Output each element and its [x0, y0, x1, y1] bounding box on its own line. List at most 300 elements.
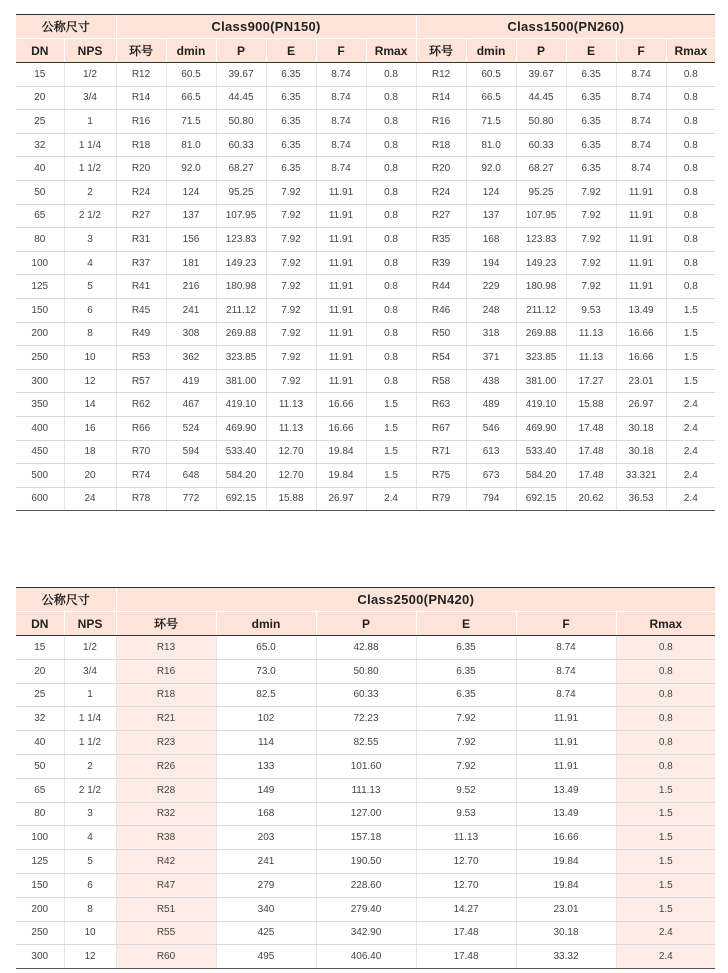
table-cell: 11.13 — [266, 393, 316, 417]
table-cell: 150 — [16, 298, 64, 322]
table-cell: 7.92 — [266, 298, 316, 322]
table-cell: 0.8 — [666, 275, 715, 299]
table-cell: 0.8 — [616, 731, 715, 755]
table-row — [16, 298, 715, 322]
table-cell: 350 — [16, 393, 64, 417]
table-cell: 107.95 — [516, 204, 566, 228]
table-cell: 648 — [166, 464, 216, 488]
table-cell: 318 — [466, 322, 516, 346]
table-cell: 7.92 — [266, 346, 316, 370]
table-cell: 20 — [64, 464, 116, 488]
table-cell: 0.8 — [666, 251, 715, 275]
table-cell: 9.53 — [416, 802, 516, 826]
table-cell: 181 — [166, 251, 216, 275]
table-row — [16, 707, 715, 731]
table-cell: 6.35 — [416, 659, 516, 683]
column-header: F — [316, 39, 366, 63]
table-cell: 111.13 — [316, 778, 416, 802]
table-cell: 30.18 — [616, 440, 666, 464]
table-cell: 5 — [64, 850, 116, 874]
table-cell: R18 — [116, 133, 166, 157]
table-cell: R39 — [416, 251, 466, 275]
table-cell: R12 — [416, 63, 466, 87]
table-cell: 20 — [16, 86, 64, 110]
column-header: E — [416, 612, 516, 636]
table-cell: 16.66 — [516, 826, 616, 850]
table-cell: 7.92 — [266, 322, 316, 346]
table-cell: 8.74 — [316, 110, 366, 134]
table-cell: 0.8 — [366, 298, 416, 322]
table-cell: 0.8 — [366, 369, 416, 393]
table-row — [16, 850, 715, 874]
table-cell: 692.15 — [216, 487, 266, 511]
table-cell: 0.8 — [666, 157, 715, 181]
table-cell: 1 1/4 — [64, 133, 116, 157]
table-cell: 673 — [466, 464, 516, 488]
table-cell: 584.20 — [216, 464, 266, 488]
table-cell: 16.66 — [616, 322, 666, 346]
table-cell: R16 — [116, 659, 216, 683]
table-cell: 1.5 — [666, 298, 715, 322]
column-header: P — [516, 39, 566, 63]
table-cell: R60 — [116, 945, 216, 969]
table-cell: 11.91 — [616, 180, 666, 204]
table-cell: 123.83 — [216, 228, 266, 252]
column-header: E — [266, 39, 316, 63]
table-cell: 12.70 — [416, 850, 516, 874]
table-cell: 4 — [64, 826, 116, 850]
table-cell: 13.49 — [516, 802, 616, 826]
table-cell: 241 — [166, 298, 216, 322]
table-cell: R55 — [116, 921, 216, 945]
column-header: DN — [16, 612, 64, 636]
table-cell: 200 — [16, 322, 64, 346]
table-cell: 4 — [64, 251, 116, 275]
table-cell: 7.92 — [566, 275, 616, 299]
table-cell: R41 — [116, 275, 166, 299]
table-cell: 6.35 — [266, 157, 316, 181]
table-cell: 0.8 — [366, 180, 416, 204]
table-cell: 2 — [64, 754, 116, 778]
column-header: NPS — [64, 612, 116, 636]
table-cell: 15 — [16, 636, 64, 660]
table-cell: 2.4 — [666, 416, 715, 440]
table-cell: 168 — [466, 228, 516, 252]
table-cell: 250 — [16, 346, 64, 370]
table-cell: 250 — [16, 921, 64, 945]
table-row — [16, 464, 715, 488]
table-cell: 0.8 — [366, 63, 416, 87]
table-cell: 342.90 — [316, 921, 416, 945]
table-cell: 8.74 — [616, 110, 666, 134]
table-cell: 1.5 — [366, 464, 416, 488]
table-cell: 2.4 — [366, 487, 416, 511]
table-cell: R37 — [116, 251, 166, 275]
table-cell: 124 — [166, 180, 216, 204]
table-cell: 300 — [16, 369, 64, 393]
table-cell: 15 — [16, 63, 64, 87]
table-cell: 8.74 — [316, 157, 366, 181]
table-cell: 82.55 — [316, 731, 416, 755]
table-cell: 0.8 — [666, 86, 715, 110]
table-cell: 425 — [216, 921, 316, 945]
table-cell: 6.35 — [566, 110, 616, 134]
table2-body — [16, 636, 715, 969]
table-cell: 371 — [466, 346, 516, 370]
table-cell: 8.74 — [616, 133, 666, 157]
table-cell: 1.5 — [616, 873, 715, 897]
table-cell: 772 — [166, 487, 216, 511]
table-cell: R75 — [416, 464, 466, 488]
table-cell: 17.27 — [566, 369, 616, 393]
table-cell: R66 — [116, 416, 166, 440]
table-cell: 39.67 — [216, 63, 266, 87]
table-cell: 0.8 — [366, 275, 416, 299]
table-row — [16, 133, 715, 157]
column-header: Rmax — [666, 39, 715, 63]
table-cell: 6.35 — [416, 636, 516, 660]
table-cell: 81.0 — [466, 133, 516, 157]
table-cell: R20 — [416, 157, 466, 181]
table-cell: 20 — [16, 659, 64, 683]
table-cell: 19.84 — [516, 873, 616, 897]
table-cell: 68.27 — [216, 157, 266, 181]
table-cell: 0.8 — [666, 180, 715, 204]
table-cell: 419 — [166, 369, 216, 393]
table-cell: 12 — [64, 945, 116, 969]
table-cell: 60.5 — [166, 63, 216, 87]
table-cell: 613 — [466, 440, 516, 464]
table-cell: 8.74 — [616, 63, 666, 87]
table-cell: 92.0 — [466, 157, 516, 181]
table-cell: 80 — [16, 228, 64, 252]
table-cell: 11.91 — [316, 228, 366, 252]
table-cell: 1 1/4 — [64, 707, 116, 731]
table-cell: 0.8 — [366, 322, 416, 346]
table-cell: 216 — [166, 275, 216, 299]
table-cell: 12 — [64, 369, 116, 393]
table-cell: 65.0 — [216, 636, 316, 660]
table-cell: R71 — [416, 440, 466, 464]
table-cell: 16.66 — [616, 346, 666, 370]
table-cell: R63 — [416, 393, 466, 417]
table-cell: 533.40 — [216, 440, 266, 464]
table-cell: 25 — [16, 110, 64, 134]
table-row — [16, 346, 715, 370]
table-cell: R45 — [116, 298, 166, 322]
table-cell: 6.35 — [266, 110, 316, 134]
table-cell: R70 — [116, 440, 166, 464]
table-cell: 10 — [64, 921, 116, 945]
table-cell: 7.92 — [266, 204, 316, 228]
table-cell: 11.91 — [316, 298, 366, 322]
column-header: F — [616, 39, 666, 63]
table-cell: 6.35 — [566, 86, 616, 110]
table-cell: R49 — [116, 322, 166, 346]
table-cell: 6 — [64, 298, 116, 322]
table-cell: 241 — [216, 850, 316, 874]
table-cell: 16.66 — [316, 416, 366, 440]
ring-joint-table-class900-class1500 — [16, 14, 715, 511]
table-cell: 18 — [64, 440, 116, 464]
column-header: DN — [16, 39, 64, 63]
table-cell: 40 — [16, 731, 64, 755]
table-row — [16, 487, 715, 511]
table-cell: 1.5 — [366, 440, 416, 464]
table-cell: 2 1/2 — [64, 778, 116, 802]
table-cell: 32 — [16, 133, 64, 157]
table-cell: 469.90 — [516, 416, 566, 440]
table-cell: 323.85 — [216, 346, 266, 370]
table-cell: 0.8 — [666, 228, 715, 252]
column-header: 环号 — [116, 612, 216, 636]
table-cell: 149.23 — [216, 251, 266, 275]
table-cell: 26.97 — [316, 487, 366, 511]
table-cell: R57 — [116, 369, 166, 393]
table-cell: 66.5 — [466, 86, 516, 110]
table-cell: 469.90 — [216, 416, 266, 440]
table-cell: 6.35 — [566, 63, 616, 87]
table-cell: 26.97 — [616, 393, 666, 417]
table-cell: R67 — [416, 416, 466, 440]
table-row — [16, 180, 715, 204]
table-cell: 794 — [466, 487, 516, 511]
table-cell: 15.88 — [266, 487, 316, 511]
table-cell: 125 — [16, 275, 64, 299]
table-cell: 12.70 — [416, 873, 516, 897]
table-cell: 11.91 — [316, 204, 366, 228]
table-cell: 15.88 — [566, 393, 616, 417]
table1-body — [16, 63, 715, 511]
table-cell: R21 — [116, 707, 216, 731]
table-cell: R18 — [416, 133, 466, 157]
table-cell: 269.88 — [516, 322, 566, 346]
column-header: NPS — [64, 39, 116, 63]
table-cell: 19.84 — [516, 850, 616, 874]
class1500-header: Class1500(PN260) — [416, 15, 715, 39]
table-row — [16, 440, 715, 464]
table-cell: 1 1/2 — [64, 731, 116, 755]
table-cell: R35 — [416, 228, 466, 252]
table-cell: 3 — [64, 228, 116, 252]
table-cell: R47 — [116, 873, 216, 897]
table-cell: 5 — [64, 275, 116, 299]
table-cell: R13 — [116, 636, 216, 660]
table-cell: 20.62 — [566, 487, 616, 511]
table-row — [16, 802, 715, 826]
table-cell: 127.00 — [316, 802, 416, 826]
table-cell: 495 — [216, 945, 316, 969]
table-cell: R79 — [416, 487, 466, 511]
table-cell: 438 — [466, 369, 516, 393]
table-cell: 50.80 — [516, 110, 566, 134]
table-cell: R28 — [116, 778, 216, 802]
table-cell: 0.8 — [366, 110, 416, 134]
table-cell: R14 — [416, 86, 466, 110]
table-cell: 6 — [64, 873, 116, 897]
table-row — [16, 826, 715, 850]
table-cell: 133 — [216, 754, 316, 778]
table-cell: 1.5 — [616, 826, 715, 850]
table-cell: 381.00 — [516, 369, 566, 393]
table-row — [16, 86, 715, 110]
table-cell: 149 — [216, 778, 316, 802]
table-cell: 11.91 — [316, 180, 366, 204]
table-cell: 2.4 — [616, 921, 715, 945]
table-row — [16, 204, 715, 228]
table-cell: 23.01 — [616, 369, 666, 393]
table-cell: 323.85 — [516, 346, 566, 370]
table-cell: 0.8 — [616, 636, 715, 660]
table-cell: 124 — [466, 180, 516, 204]
table-cell: 32 — [16, 707, 64, 731]
table-cell: 3/4 — [64, 659, 116, 683]
table-cell: R42 — [116, 850, 216, 874]
table-cell: 248 — [466, 298, 516, 322]
table-cell: 71.5 — [466, 110, 516, 134]
table-row — [16, 659, 715, 683]
table-cell: 692.15 — [516, 487, 566, 511]
table-cell: 190.50 — [316, 850, 416, 874]
table-cell: 0.8 — [616, 754, 715, 778]
table-cell: 1 1/2 — [64, 157, 116, 181]
table-cell: 11.91 — [516, 754, 616, 778]
table-cell: 1/2 — [64, 63, 116, 87]
table-cell: 24 — [64, 487, 116, 511]
column-header: 环号 — [116, 39, 166, 63]
table-cell: 8.74 — [316, 63, 366, 87]
table-cell: 269.88 — [216, 322, 266, 346]
table-cell: R27 — [416, 204, 466, 228]
table-row — [16, 731, 715, 755]
table-cell: 2.4 — [616, 945, 715, 969]
table-cell: 137 — [166, 204, 216, 228]
table-cell: 180.98 — [216, 275, 266, 299]
table-cell: 8 — [64, 897, 116, 921]
table-cell: 16.66 — [316, 393, 366, 417]
table-cell: R26 — [116, 754, 216, 778]
table-cell: 14.27 — [416, 897, 516, 921]
column-header: F — [516, 612, 616, 636]
table-row — [16, 251, 715, 275]
table-cell: 149.23 — [516, 251, 566, 275]
table-cell: 114 — [216, 731, 316, 755]
table-cell: 0.8 — [616, 707, 715, 731]
table-cell: 17.48 — [566, 440, 616, 464]
table-cell: 11.91 — [516, 707, 616, 731]
table-cell: 8.74 — [516, 636, 616, 660]
table-cell: 8.74 — [316, 133, 366, 157]
table-cell: 30.18 — [516, 921, 616, 945]
table-row — [16, 393, 715, 417]
table-cell: 419.10 — [516, 393, 566, 417]
table-cell: 279 — [216, 873, 316, 897]
table-cell: 80 — [16, 802, 64, 826]
nominal-size-header: 公称尺寸 — [16, 15, 116, 39]
table-cell: 500 — [16, 464, 64, 488]
table-cell: 6.35 — [566, 157, 616, 181]
table-cell: R23 — [116, 731, 216, 755]
table-cell: 2.4 — [666, 393, 715, 417]
table-row — [16, 873, 715, 897]
table-cell: 7.92 — [266, 180, 316, 204]
table-cell: 406.40 — [316, 945, 416, 969]
table-cell: 60.33 — [216, 133, 266, 157]
table-cell: R27 — [116, 204, 166, 228]
table-cell: 33.32 — [516, 945, 616, 969]
table-cell: R18 — [116, 683, 216, 707]
table-cell: R51 — [116, 897, 216, 921]
table-cell: 65 — [16, 778, 64, 802]
table-cell: 279.40 — [316, 897, 416, 921]
table-cell: 44.45 — [216, 86, 266, 110]
table-cell: R50 — [416, 322, 466, 346]
table-cell: 450 — [16, 440, 64, 464]
table-cell: 8.74 — [616, 157, 666, 181]
table-cell: 16 — [64, 416, 116, 440]
table-cell: R54 — [416, 346, 466, 370]
table-row — [16, 275, 715, 299]
table-cell: 0.8 — [666, 110, 715, 134]
table-cell: R74 — [116, 464, 166, 488]
table-cell: 0.8 — [366, 204, 416, 228]
table-cell: R16 — [416, 110, 466, 134]
table-cell: 0.8 — [616, 683, 715, 707]
table-cell: 308 — [166, 322, 216, 346]
ring-joint-table-class2500 — [16, 587, 715, 969]
column-header: E — [566, 39, 616, 63]
table-cell: 11.91 — [316, 251, 366, 275]
table-row — [16, 683, 715, 707]
table-cell: 102 — [216, 707, 316, 731]
table-cell: 60.5 — [466, 63, 516, 87]
table-cell: 11.13 — [416, 826, 516, 850]
table-cell: 17.48 — [416, 945, 516, 969]
table-cell: 7.92 — [416, 754, 516, 778]
table-cell: 8.74 — [316, 86, 366, 110]
table-cell: 7.92 — [266, 369, 316, 393]
table-row — [16, 897, 715, 921]
table-cell: 23.01 — [516, 897, 616, 921]
table-cell: 7.92 — [416, 731, 516, 755]
table-cell: 71.5 — [166, 110, 216, 134]
table-cell: R12 — [116, 63, 166, 87]
table-cell: 50.80 — [316, 659, 416, 683]
table-cell: 19.84 — [316, 440, 366, 464]
table-cell: R31 — [116, 228, 166, 252]
table-cell: 11.91 — [616, 204, 666, 228]
table-cell: 107.95 — [216, 204, 266, 228]
table-cell: 584.20 — [516, 464, 566, 488]
table-cell: 157.18 — [316, 826, 416, 850]
table-cell: 17.48 — [416, 921, 516, 945]
table-cell: 6.35 — [266, 133, 316, 157]
table-cell: 150 — [16, 873, 64, 897]
table-cell: 3/4 — [64, 86, 116, 110]
table-cell: 2.4 — [666, 440, 715, 464]
table-cell: 10 — [64, 346, 116, 370]
table-cell: 8.74 — [516, 683, 616, 707]
table-cell: 11.91 — [616, 228, 666, 252]
table-cell: 211.12 — [216, 298, 266, 322]
column-header-row — [16, 612, 715, 636]
table-cell: 1.5 — [616, 778, 715, 802]
table-cell: 7.92 — [566, 228, 616, 252]
table-cell: 9.52 — [416, 778, 516, 802]
table-cell: 19.84 — [316, 464, 366, 488]
table-row — [16, 416, 715, 440]
table-cell: 50.80 — [216, 110, 266, 134]
